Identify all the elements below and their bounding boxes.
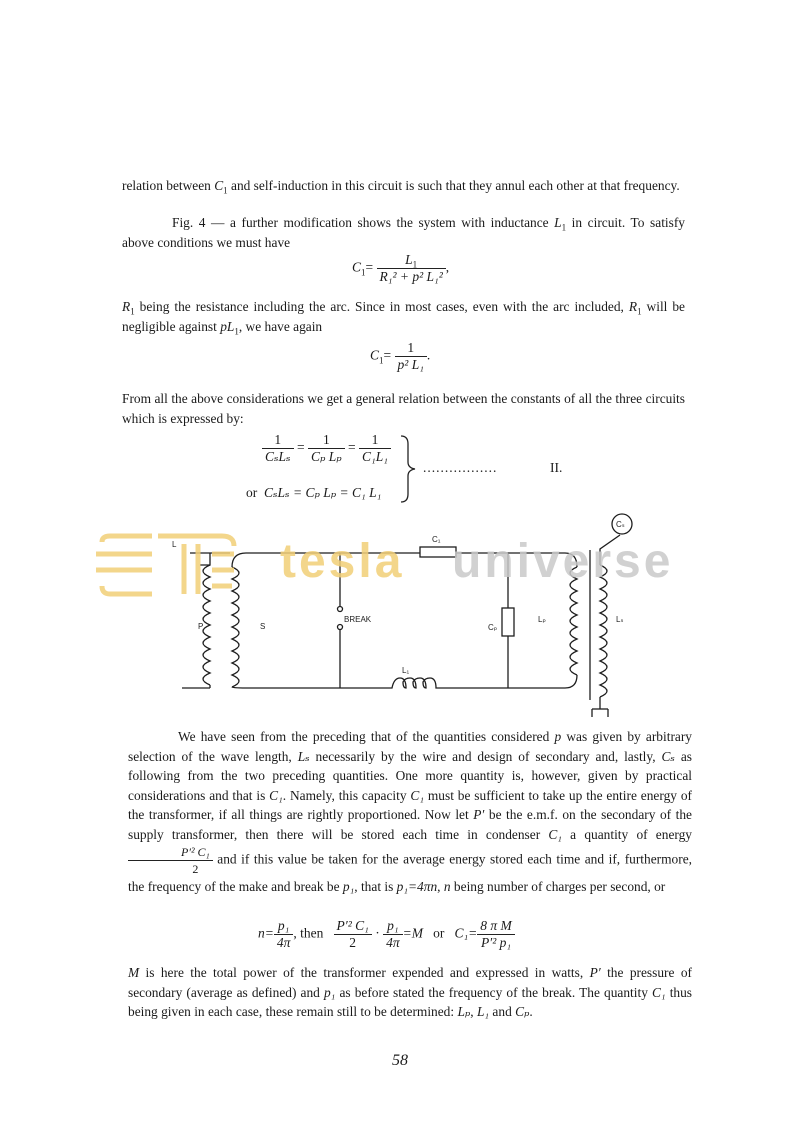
subscript: 1 bbox=[130, 306, 135, 317]
text-run: was given by arbitrary selection of the wave length, bbox=[128, 729, 692, 764]
fraction bbox=[359, 432, 391, 465]
subscript: 1 bbox=[561, 222, 567, 233]
label-cs: Cₛ bbox=[616, 520, 625, 529]
text-run: and bbox=[489, 1004, 516, 1019]
text-run: Fig. 4 — a further modification shows the system with inductance bbox=[172, 215, 555, 230]
symbol: p₁ bbox=[342, 879, 355, 894]
eq-denominator: Cₚ Lₚ bbox=[310, 449, 342, 464]
paragraph-top bbox=[122, 176, 685, 196]
fraction bbox=[334, 918, 372, 951]
eq-sign: = bbox=[383, 347, 392, 363]
subscript: 1 bbox=[637, 306, 642, 317]
symbol: L bbox=[554, 215, 562, 230]
paragraph-resistance bbox=[122, 297, 685, 336]
symbol: M bbox=[128, 965, 140, 980]
text-run: being the resistance including the arc. Since in most cases, even with the arc included, bbox=[134, 299, 629, 314]
text-run: necessarily by the wire and design of secondary and, lastly, bbox=[309, 748, 662, 764]
text-run: as before stated the frequency of the break. The quantity bbox=[335, 984, 652, 1000]
equation-3-line-1: $\frac{1}{\text{CₛLₛ}}$ = $\frac{1}{\text{Cₚ Lₚ}}$ = $\frac{1}{\text{C₁L₁}}$ bbox=[262, 432, 391, 465]
eq-denominator: 4π bbox=[276, 935, 291, 950]
equation-4 bbox=[258, 918, 515, 951]
eq-denominator: 2 bbox=[192, 862, 199, 876]
eq-numerator: p₁ bbox=[274, 918, 294, 935]
symbol: C bbox=[214, 178, 224, 193]
eq-punct: . bbox=[426, 347, 431, 363]
text-run: will be negligible against bbox=[122, 299, 685, 334]
fraction bbox=[477, 918, 515, 951]
eq-denominator: 4π bbox=[386, 935, 400, 950]
subscript: 1 bbox=[223, 185, 228, 196]
eq-numerator: p₁ bbox=[383, 918, 403, 935]
equation-3-dots: ................. bbox=[423, 460, 498, 475]
tesla-universe-logo-icon bbox=[92, 532, 242, 602]
equation-label: II. bbox=[550, 460, 563, 475]
label-l1: L₁ bbox=[402, 666, 410, 675]
eq-symbol: C₁= bbox=[454, 925, 478, 941]
equation-3-line-2 bbox=[246, 485, 381, 501]
eq-dot: · bbox=[375, 925, 380, 941]
symbol: L₁ bbox=[476, 1004, 490, 1019]
text-run: . Namely, this capacity bbox=[282, 787, 411, 803]
eq-denominator: p² L₁ bbox=[397, 357, 424, 372]
watermark bbox=[92, 528, 710, 606]
symbol: C₁ bbox=[548, 826, 562, 842]
symbol: pL bbox=[220, 318, 235, 334]
eq-word: or bbox=[433, 925, 445, 941]
label-c1: C₁ bbox=[432, 535, 441, 544]
equation-1 bbox=[352, 252, 449, 285]
text-run: and if this value be taken for the average energy stored each time and if, furthermore, the frequency of the make and break be bbox=[128, 851, 692, 894]
symbol: p₁ bbox=[323, 984, 336, 1000]
fraction bbox=[395, 340, 427, 373]
eq-numerator: 1 bbox=[395, 340, 427, 357]
eq-punct: , bbox=[445, 259, 450, 275]
label-ls: Lₛ bbox=[616, 615, 624, 624]
eq-rhs: =M bbox=[402, 925, 423, 941]
eq-symbol: n= bbox=[258, 925, 274, 941]
symbol: Lₚ bbox=[457, 1004, 471, 1019]
symbol: R bbox=[628, 299, 638, 314]
text-run: be the e.m.f. on the secondary of the supply transformer, then there will be stored each time in condenser bbox=[128, 807, 692, 842]
text-run: , bbox=[470, 1004, 477, 1019]
paragraph-main bbox=[128, 727, 692, 897]
eq-numerator: L bbox=[405, 252, 413, 267]
label-break: BREAK bbox=[344, 615, 372, 624]
eq-numerator: 8 π M bbox=[477, 918, 515, 935]
watermark-word-1: tesla bbox=[280, 535, 405, 588]
text-run: is here the total power of the transformer expended and expressed in watts, bbox=[139, 965, 590, 980]
text-run: relation between bbox=[122, 178, 215, 193]
subscript: 1 bbox=[234, 326, 239, 337]
symbol: R bbox=[122, 299, 131, 314]
symbol: C₁ bbox=[410, 787, 424, 803]
eq-subscript: 1 bbox=[379, 355, 384, 366]
label-top-l: L bbox=[172, 540, 177, 549]
text-run: and self-induction in this circuit is such that they annul each other at that frequency. bbox=[227, 178, 680, 193]
eq-numerator: P′² C₁ bbox=[128, 844, 213, 861]
eq-word: , then bbox=[293, 925, 324, 941]
fraction bbox=[274, 918, 294, 951]
eq-body: CₛLₛ = Cₚ Lₚ = C₁ L₁ bbox=[264, 485, 382, 500]
eq-symbol: C bbox=[352, 259, 362, 275]
symbol: p₁=4πn bbox=[396, 879, 438, 894]
text-run: . bbox=[529, 1004, 533, 1019]
eq-denominator: P′² p₁ bbox=[481, 935, 512, 950]
eq-denominator: CₛLₛ bbox=[265, 449, 291, 464]
eq-denominator: 2 bbox=[349, 935, 357, 950]
text-run: the pressure of secondary (average as defined) and bbox=[128, 965, 692, 1000]
eq-subscript: 1 bbox=[361, 267, 366, 278]
text-run: a quantity of energy bbox=[561, 826, 692, 842]
eq-numerator: P′² C₁ bbox=[334, 918, 372, 935]
paragraph-final bbox=[128, 963, 692, 1022]
symbol: Cₛ bbox=[661, 748, 675, 764]
symbol: P′ bbox=[589, 965, 601, 980]
symbol: C₁ bbox=[269, 787, 283, 803]
eq-sign: = bbox=[365, 259, 374, 275]
fraction bbox=[262, 432, 294, 465]
text-run: thus being given in each case, these remain still to be determined: bbox=[128, 984, 693, 1019]
symbol: Cₚ bbox=[515, 1004, 530, 1019]
eq-numerator: 1 bbox=[359, 432, 391, 449]
page-number: 58 bbox=[392, 1052, 408, 1069]
text-run: in circuit. To satisfy above conditions we must have bbox=[122, 215, 685, 250]
eq-symbol: C bbox=[370, 347, 380, 363]
text-run: as following from the two preceding quantities. One more quantity is, however, given by practical considerations and that is bbox=[128, 748, 692, 803]
equation-2 bbox=[370, 340, 430, 373]
text-run: , that is bbox=[354, 879, 397, 894]
eq-numerator: 1 bbox=[308, 432, 345, 449]
eq-numerator: 1 bbox=[262, 432, 294, 449]
symbol: n bbox=[443, 879, 451, 894]
watermark-word-2: universe bbox=[452, 535, 674, 588]
text-run: must be sufficient to take up the entire energy of the transformer, if all things are rightly proportioned. Now let bbox=[128, 787, 692, 822]
paragraph-general: From all the above considerations we get a general relation between the constants of all the three circuits which is expressed by: bbox=[122, 391, 685, 426]
energy-fraction bbox=[128, 844, 213, 877]
eq-subscript: 1 bbox=[412, 259, 418, 270]
fraction bbox=[383, 918, 403, 951]
fraction bbox=[308, 432, 345, 465]
label-s: S bbox=[260, 622, 266, 631]
paragraph-fig4 bbox=[122, 213, 685, 252]
text-run: being number of charges per second, or bbox=[450, 879, 666, 894]
text-run: We have seen from the preceding that of the quantities considered bbox=[178, 729, 555, 744]
label-p: P bbox=[198, 622, 204, 631]
symbol: Lₛ bbox=[297, 748, 310, 764]
symbol: C₁ bbox=[652, 984, 666, 1000]
symbol: P′ bbox=[473, 807, 485, 822]
eq-denominator: R₁² + p² L₁² bbox=[379, 269, 443, 284]
label-cp: Cₚ bbox=[488, 623, 498, 632]
eq-prefix: or bbox=[246, 485, 258, 500]
eq-denominator: C₁L₁ bbox=[362, 449, 388, 464]
text-run: , bbox=[437, 879, 444, 894]
symbol: p bbox=[554, 729, 562, 744]
text-run: , we have again bbox=[238, 318, 323, 334]
brace-icon bbox=[398, 434, 422, 504]
label-lp: Lₚ bbox=[538, 615, 546, 624]
fraction bbox=[377, 252, 446, 285]
